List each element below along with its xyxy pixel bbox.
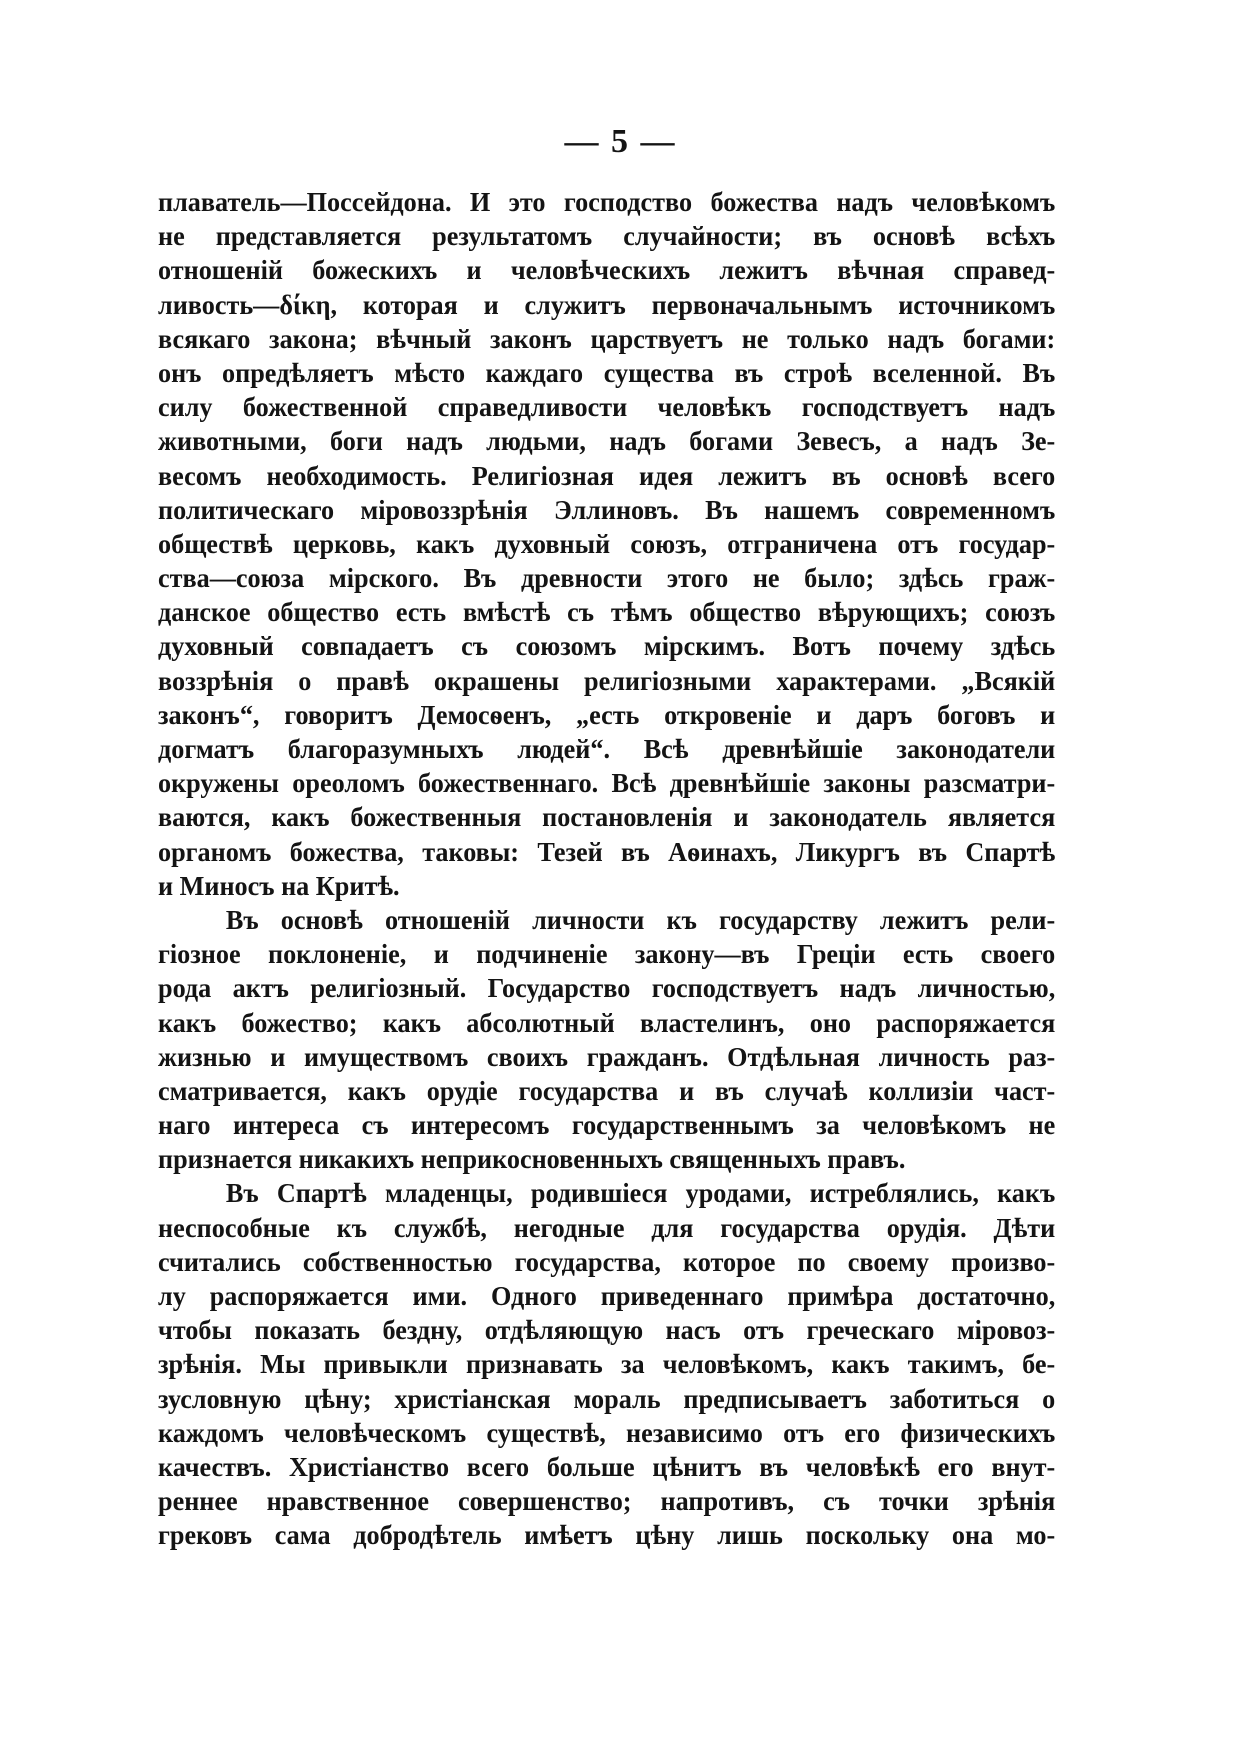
- text-line: органомъ божества, таковы: Тезей въ Аѳинахъ, Ликургъ въ Спартѣ: [158, 836, 1056, 867]
- text-line: догматъ благоразумныхъ людей“. Всѣ древнѣйшіе законодатели: [158, 734, 1056, 764]
- text-line: всякаго закона; вѣчный законъ царствуетъ не только надъ богами:: [158, 323, 1056, 354]
- text-line: грековъ сама добродѣтель имѣетъ цѣну лишь поскольку она мо-: [158, 1520, 1056, 1551]
- text-line: отношеній божескихъ и человѣческихъ лежитъ вѣчная справед-: [158, 255, 1056, 286]
- paragraph: [158, 903, 1083, 1177]
- text-line: гіозное поклоненіе, и подчиненіе закону—въ Греціи есть своего: [158, 939, 1056, 970]
- text-line: окружены ореоломъ божественнаго. Всѣ древнѣйшіе законы разсматри-: [158, 768, 1056, 799]
- text-line: рода актъ религіозный. Государство господствуетъ надъ личностью,: [158, 973, 1056, 1004]
- text-line: духовный совпадаетъ съ союзомъ мірскимъ. Вотъ почему здѣсь: [158, 631, 1056, 662]
- text-line: ства—союза мірского. Въ древности этого не было; здѣсь граж-: [158, 563, 1056, 594]
- text-line: и Миносъ на Критѣ.: [158, 870, 400, 901]
- text-line: реннее нравственное совершенство; напротивъ, съ точки зрѣнія: [158, 1486, 1056, 1517]
- text-line: каждомъ человѣческомъ существѣ, независимо отъ его физическихъ: [158, 1417, 1056, 1448]
- text-line: считались собственностью государства, которое по своему произво-: [158, 1246, 1056, 1277]
- text-line: наго интереса съ интересомъ государственнымъ за человѣкомъ не: [158, 1110, 1056, 1141]
- text-line: воззрѣнія о правѣ окрашены религіозными характерами. „Всякій: [158, 665, 1056, 696]
- page-number: — 5 —: [564, 123, 677, 160]
- text-line: ваются, какъ божественныя постановленія и законодатель является: [158, 802, 1056, 833]
- text-line: обществѣ церковь, какъ духовный союзъ, отграничена отъ государ-: [158, 528, 1056, 559]
- text-line: зрѣнія. Мы привыкли признавать за человѣкомъ, какъ такимъ, бе-: [158, 1349, 1056, 1380]
- text-line: жизнью и имуществомъ своихъ гражданъ. Отдѣльная личность раз-: [158, 1041, 1056, 1072]
- text-line: силу божественной справедливости человѣкъ господствуетъ надъ: [158, 392, 1056, 423]
- text-line: данское общество есть вмѣстѣ съ тѣмъ общество вѣрующихъ; союзъ: [158, 597, 1056, 628]
- text-line: неспособные къ службѣ, негодные для государства орудія. Дѣти: [158, 1212, 1056, 1243]
- text-line: весомъ необходимость. Религіозная идея лежитъ въ основѣ всего: [158, 460, 1056, 491]
- text-line: сматривается, какъ орудіе государства и въ случаѣ коллизіи част-: [158, 1075, 1056, 1106]
- text-line: законъ“, говоритъ Демосѳенъ, „есть откровеніе и даръ боговъ и: [158, 699, 1056, 730]
- text-line: ливость—δίκη, которая и служитъ первоначальнымъ источникомъ: [158, 289, 1056, 320]
- text-line: животными, боги надъ людьми, надъ богами Зевесъ, а надъ Зе-: [158, 426, 1056, 457]
- paragraph: [158, 1176, 1083, 1552]
- text-line: качествъ. Христіанство всего больше цѣнитъ въ человѣкѣ его внут-: [158, 1451, 1056, 1482]
- text-line: не представляется результатомъ случайности; въ основѣ всѣхъ: [158, 221, 1056, 252]
- text-line: Въ основѣ отношеній личности къ государству лежитъ рели-: [225, 904, 1056, 935]
- text-line: зусловную цѣну; христіанская мораль предписываетъ заботиться о: [158, 1383, 1056, 1414]
- text-line: признается никакихъ неприкосновенныхъ священныхъ правъ.: [158, 1144, 906, 1175]
- text-line: какъ божество; какъ абсолютный властелинъ, оно распоряжается: [158, 1007, 1056, 1038]
- text-line: Въ Спартѣ младенцы, родившіеся уродами, истреблялись, какъ: [225, 1178, 1056, 1209]
- text-line: политическаго міровоззрѣнія Эллиновъ. Въ нашемъ современномъ: [158, 494, 1056, 525]
- paragraph: [158, 185, 1083, 903]
- text-line: чтобы показать бездну, отдѣляющую насъ отъ греческаго міровоз-: [158, 1315, 1056, 1346]
- text-line: онъ опредѣляетъ мѣсто каждаго существа въ строѣ вселенной. Въ: [158, 357, 1056, 388]
- body-text: [158, 185, 1083, 1553]
- text-line: лу распоряжается ими. Одного приведеннаго примѣра достаточно,: [158, 1281, 1056, 1311]
- text-line: плаватель—Поссейдона. И это господство божества надъ человѣкомъ: [158, 187, 1056, 217]
